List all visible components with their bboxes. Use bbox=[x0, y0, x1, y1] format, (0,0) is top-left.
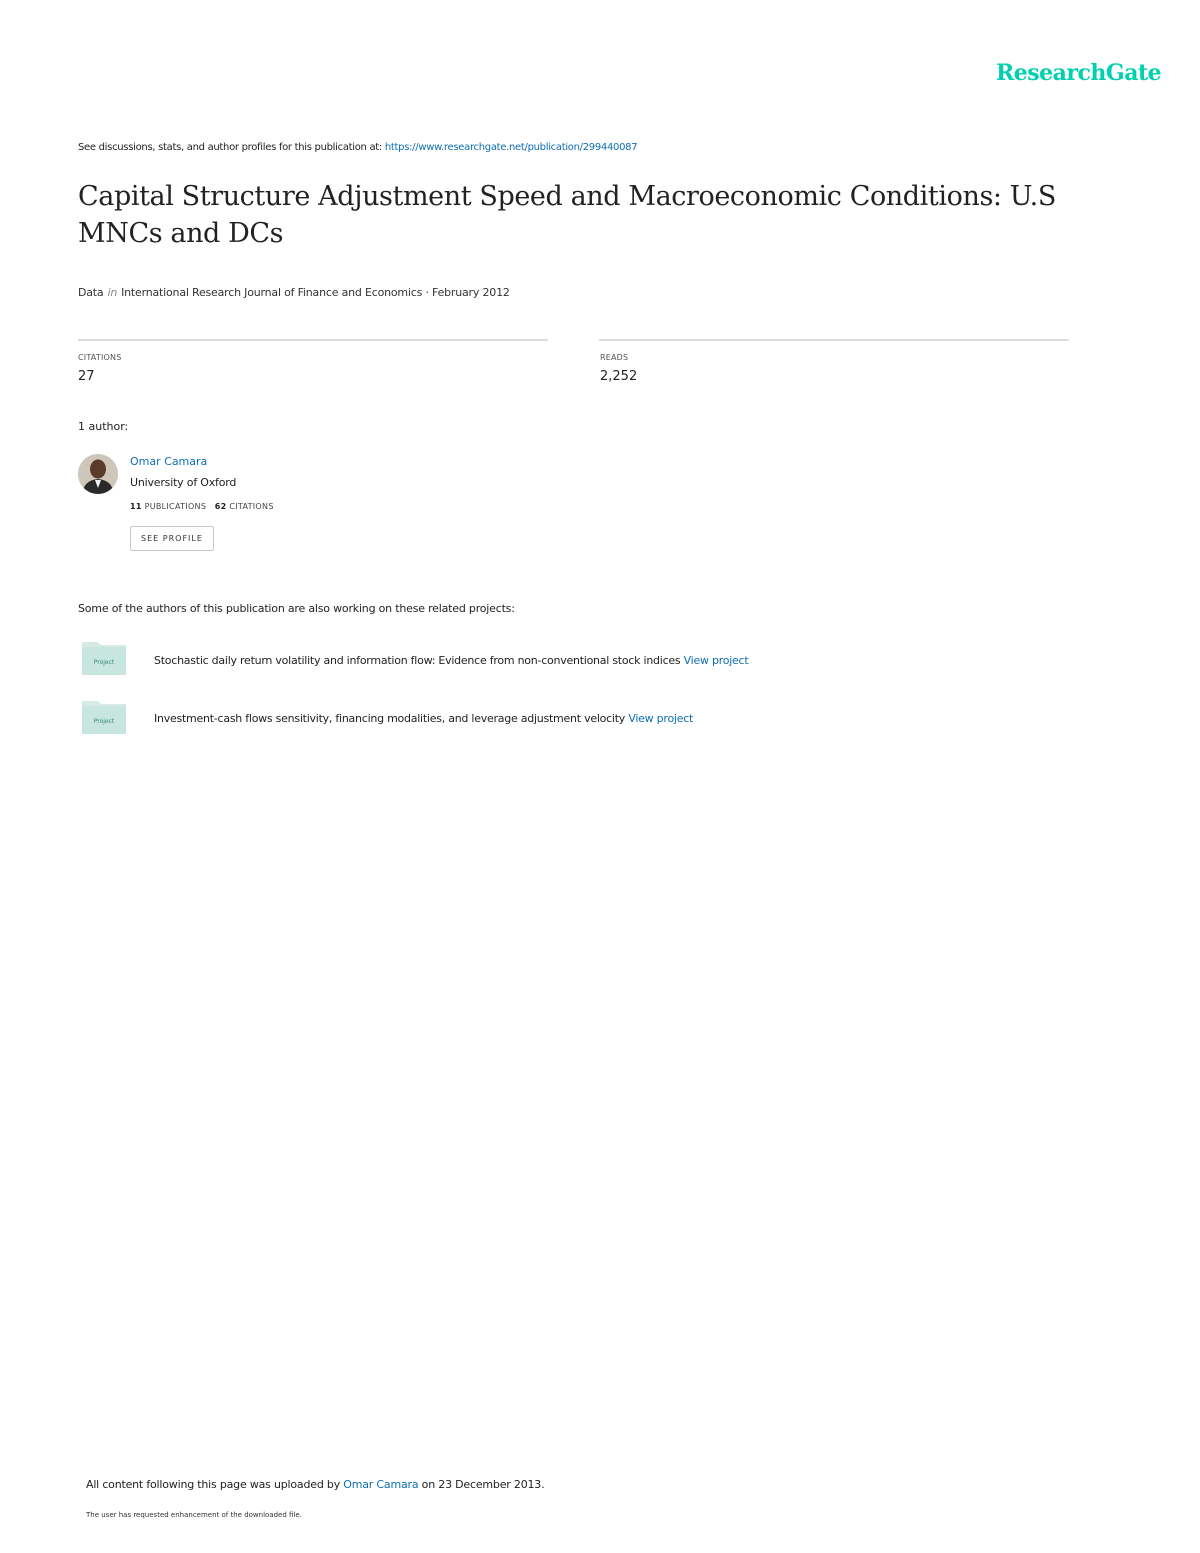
project-title: Stochastic daily return volatility and information flow: Evidence from non-conventional stock indices bbox=[154, 654, 681, 667]
researchgate-logo[interactable]: ResearchGate bbox=[996, 60, 1162, 86]
reads-value: 2,252 bbox=[600, 369, 638, 384]
in-label: in bbox=[107, 286, 118, 299]
author-stats bbox=[130, 502, 274, 511]
upload-prefix: All content following this page was uploaded by bbox=[86, 1478, 344, 1491]
reads-divider bbox=[599, 339, 1069, 341]
enhancement-note: The user has requested enhancement of the downloaded file. bbox=[86, 1511, 302, 1519]
publication-type: Data bbox=[78, 286, 104, 299]
discussion-text: See discussions, stats, and author profiles for this publication at: bbox=[78, 142, 385, 153]
project-icon-label: Project bbox=[93, 718, 115, 725]
author-institution: University of Oxford bbox=[130, 476, 237, 489]
see-profile-button[interactable]: SEE PROFILE bbox=[130, 526, 214, 551]
project-title: Investment-cash flows sensitivity, financing modalities, and leverage adjustment velocity bbox=[154, 712, 626, 725]
author-avatar[interactable] bbox=[78, 454, 118, 494]
author-citations-count: 62 bbox=[214, 502, 227, 511]
discussion-line bbox=[78, 142, 637, 153]
related-project-item bbox=[154, 712, 693, 725]
authors-heading: 1 author: bbox=[78, 420, 129, 433]
related-project-item bbox=[154, 654, 748, 667]
project-folder-icon bbox=[82, 641, 126, 675]
publication-title: Capital Structure Adjustment Speed and Macroeconomic Conditions: U.S MNCs and DCs bbox=[78, 181, 1056, 249]
reads-label: READS bbox=[600, 353, 629, 362]
author-photo-icon bbox=[78, 454, 118, 494]
publication-url-link[interactable]: https://www.researchgate.net/publication/299440087 bbox=[384, 142, 638, 153]
citations-value: 27 bbox=[78, 369, 95, 384]
project-icon-label: Project bbox=[93, 659, 115, 666]
project-folder-icon bbox=[82, 700, 126, 734]
publication-venue: International Research Journal of Finance and Economics · February 2012 bbox=[121, 286, 510, 299]
author-name-link[interactable]: Omar Camara bbox=[130, 455, 208, 468]
citations-divider bbox=[78, 339, 548, 341]
related-projects-heading: Some of the authors of this publication are also working on these related projects: bbox=[78, 602, 515, 615]
author-citations-label: CITATIONS bbox=[229, 502, 274, 511]
uploader-link[interactable]: Omar Camara bbox=[343, 1478, 419, 1491]
view-project-link[interactable]: View project bbox=[628, 712, 694, 725]
view-project-link[interactable]: View project bbox=[683, 654, 749, 667]
upload-suffix: on 23 December 2013. bbox=[418, 1478, 545, 1491]
citations-label: CITATIONS bbox=[78, 353, 122, 362]
publications-count: 11 bbox=[130, 502, 142, 511]
upload-notice bbox=[86, 1478, 544, 1491]
publication-meta bbox=[78, 286, 510, 299]
publications-label: PUBLICATIONS bbox=[144, 502, 207, 511]
